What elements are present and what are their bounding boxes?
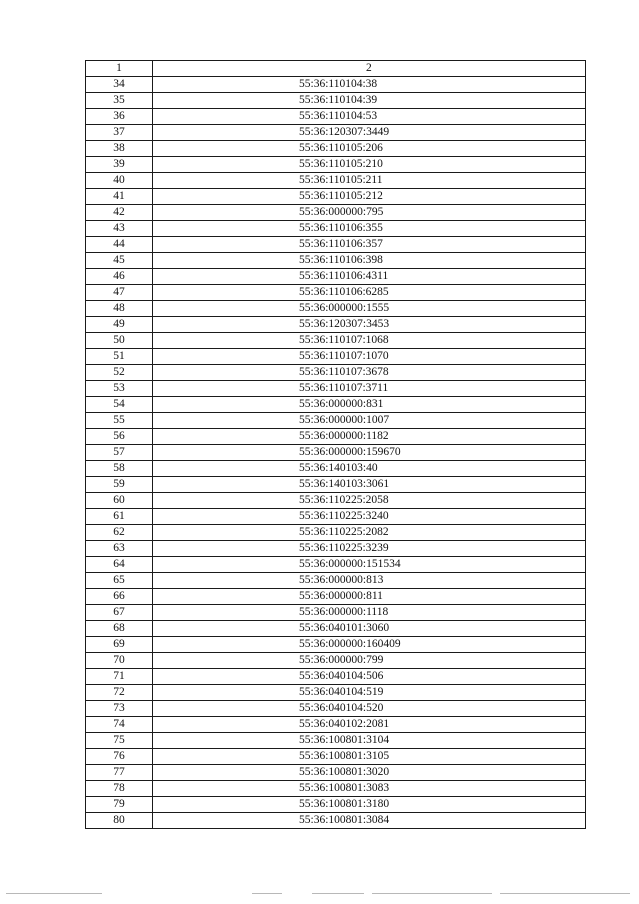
table-row bbox=[86, 541, 586, 557]
row-number-cell: 45 bbox=[86, 253, 153, 269]
table-row bbox=[86, 781, 586, 797]
cadastral-number-cell: 55:36:110106:4311 bbox=[153, 269, 586, 285]
row-number-cell: 42 bbox=[86, 205, 153, 221]
row-number-cell: 79 bbox=[86, 797, 153, 813]
cadastral-number-cell: 55:36:110107:1070 bbox=[153, 349, 586, 365]
row-number-cell: 39 bbox=[86, 157, 153, 173]
row-number-cell: 64 bbox=[86, 557, 153, 573]
row-number-cell: 52 bbox=[86, 365, 153, 381]
row-number-cell: 70 bbox=[86, 653, 153, 669]
cadastral-number-cell: 55:36:110106:398 bbox=[153, 253, 586, 269]
row-number-cell: 47 bbox=[86, 285, 153, 301]
table-row bbox=[86, 653, 586, 669]
cadastral-number-cell: 55:36:000000:1182 bbox=[153, 429, 586, 445]
row-number-cell: 37 bbox=[86, 125, 153, 141]
row-number-cell: 41 bbox=[86, 189, 153, 205]
table-row bbox=[86, 77, 586, 93]
row-number-cell: 76 bbox=[86, 749, 153, 765]
cadastral-number-cell: 55:36:000000:1007 bbox=[153, 413, 586, 429]
cadastral-number-cell: 55:36:110104:39 bbox=[153, 93, 586, 109]
table-body bbox=[86, 77, 586, 829]
cadastral-number-cell: 55:36:110107:1068 bbox=[153, 333, 586, 349]
cadastral-number-cell: 55:36:110225:3239 bbox=[153, 541, 586, 557]
table-row bbox=[86, 173, 586, 189]
row-number-cell: 73 bbox=[86, 701, 153, 717]
cadastral-number-cell: 55:36:000000:160409 bbox=[153, 637, 586, 653]
cadastral-number-cell: 55:36:110105:210 bbox=[153, 157, 586, 173]
row-number-cell: 46 bbox=[86, 269, 153, 285]
table-row bbox=[86, 813, 586, 829]
cadastral-number-cell: 55:36:100801:3180 bbox=[153, 797, 586, 813]
cadastral-number-cell: 55:36:110107:3711 bbox=[153, 381, 586, 397]
row-number-cell: 71 bbox=[86, 669, 153, 685]
cadastral-number-cell: 55:36:000000:151534 bbox=[153, 557, 586, 573]
row-number-cell: 40 bbox=[86, 173, 153, 189]
cadastral-number-cell: 55:36:000000:811 bbox=[153, 589, 586, 605]
cadastral-number-cell: 55:36:140103:3061 bbox=[153, 477, 586, 493]
table-row bbox=[86, 333, 586, 349]
row-number-cell: 53 bbox=[86, 381, 153, 397]
row-number-cell: 58 bbox=[86, 461, 153, 477]
table-row bbox=[86, 685, 586, 701]
table-row bbox=[86, 797, 586, 813]
row-number-cell: 75 bbox=[86, 733, 153, 749]
table-row bbox=[86, 749, 586, 765]
cadastral-number-cell: 55:36:110105:211 bbox=[153, 173, 586, 189]
cadastral-number-cell: 55:36:110104:38 bbox=[153, 77, 586, 93]
table-row bbox=[86, 605, 586, 621]
cadastral-number-cell: 55:36:000000:159670 bbox=[153, 445, 586, 461]
row-number-cell: 38 bbox=[86, 141, 153, 157]
cadastral-number-cell: 55:36:110107:3678 bbox=[153, 365, 586, 381]
cadastral-number-cell: 55:36:110106:357 bbox=[153, 237, 586, 253]
cadastral-number-cell: 55:36:120307:3449 bbox=[153, 125, 586, 141]
table-row bbox=[86, 493, 586, 509]
table-row bbox=[86, 445, 586, 461]
row-number-cell: 78 bbox=[86, 781, 153, 797]
table-row bbox=[86, 765, 586, 781]
row-number-cell: 67 bbox=[86, 605, 153, 621]
table-row bbox=[86, 733, 586, 749]
row-number-cell: 68 bbox=[86, 621, 153, 637]
footer-scan-line bbox=[372, 893, 492, 894]
row-number-cell: 51 bbox=[86, 349, 153, 365]
row-number-cell: 55 bbox=[86, 413, 153, 429]
row-number-cell: 54 bbox=[86, 397, 153, 413]
table-row bbox=[86, 269, 586, 285]
table-row bbox=[86, 157, 586, 173]
table-row bbox=[86, 509, 586, 525]
table-row bbox=[86, 349, 586, 365]
cadastral-number-cell: 55:36:040101:3060 bbox=[153, 621, 586, 637]
row-number-cell: 57 bbox=[86, 445, 153, 461]
row-number-cell: 56 bbox=[86, 429, 153, 445]
cadastral-number-cell: 55:36:140103:40 bbox=[153, 461, 586, 477]
row-number-cell: 66 bbox=[86, 589, 153, 605]
table-row bbox=[86, 93, 586, 109]
cadastral-number-cell: 55:36:000000:1118 bbox=[153, 605, 586, 621]
row-number-cell: 72 bbox=[86, 685, 153, 701]
row-number-cell: 59 bbox=[86, 477, 153, 493]
cadastral-number-cell: 55:36:110225:3240 bbox=[153, 509, 586, 525]
table-row bbox=[86, 301, 586, 317]
cadastral-number-cell: 55:36:120307:3453 bbox=[153, 317, 586, 333]
cadastral-number-cell: 55:36:110225:2082 bbox=[153, 525, 586, 541]
table-row bbox=[86, 477, 586, 493]
cadastral-number-cell: 55:36:110106:355 bbox=[153, 221, 586, 237]
cadastral-number-cell: 55:36:040104:506 bbox=[153, 669, 586, 685]
footer-scan-line bbox=[252, 893, 282, 894]
cadastral-number-cell: 55:36:100801:3083 bbox=[153, 781, 586, 797]
footer-scan-line bbox=[312, 893, 364, 894]
table-row bbox=[86, 125, 586, 141]
cadastral-number-cell: 55:36:000000:799 bbox=[153, 653, 586, 669]
table-row bbox=[86, 573, 586, 589]
cadastral-number-cell: 55:36:000000:1555 bbox=[153, 301, 586, 317]
row-number-cell: 35 bbox=[86, 93, 153, 109]
row-number-cell: 43 bbox=[86, 221, 153, 237]
table-row bbox=[86, 109, 586, 125]
row-number-cell: 80 bbox=[86, 813, 153, 829]
table-row bbox=[86, 413, 586, 429]
table-row bbox=[86, 669, 586, 685]
cadastral-number-cell: 55:36:040104:520 bbox=[153, 701, 586, 717]
cadastral-number-cell: 55:36:000000:795 bbox=[153, 205, 586, 221]
table-row bbox=[86, 365, 586, 381]
row-number-cell: 77 bbox=[86, 765, 153, 781]
cadastral-number-cell: 55:36:110105:212 bbox=[153, 189, 586, 205]
column-header-cadastral-number: 2 bbox=[153, 61, 586, 77]
row-number-cell: 50 bbox=[86, 333, 153, 349]
table-row bbox=[86, 557, 586, 573]
row-number-cell: 44 bbox=[86, 237, 153, 253]
table-row bbox=[86, 429, 586, 445]
row-number-cell: 34 bbox=[86, 77, 153, 93]
row-number-cell: 65 bbox=[86, 573, 153, 589]
cadastral-number-table bbox=[85, 60, 586, 829]
row-number-cell: 63 bbox=[86, 541, 153, 557]
row-number-cell: 61 bbox=[86, 509, 153, 525]
row-number-cell: 69 bbox=[86, 637, 153, 653]
table-row bbox=[86, 397, 586, 413]
table-row bbox=[86, 717, 586, 733]
table-row bbox=[86, 589, 586, 605]
table-row bbox=[86, 637, 586, 653]
table-row bbox=[86, 461, 586, 477]
table-row bbox=[86, 525, 586, 541]
table-header-row bbox=[86, 61, 586, 77]
table-row bbox=[86, 221, 586, 237]
table-row bbox=[86, 189, 586, 205]
footer-scan-line bbox=[6, 893, 102, 894]
row-number-cell: 36 bbox=[86, 109, 153, 125]
table-row bbox=[86, 701, 586, 717]
cadastral-number-cell: 55:36:100801:3020 bbox=[153, 765, 586, 781]
cadastral-number-cell: 55:36:100801:3105 bbox=[153, 749, 586, 765]
table-row bbox=[86, 317, 586, 333]
cadastral-number-cell: 55:36:040104:519 bbox=[153, 685, 586, 701]
cadastral-number-cell: 55:36:000000:831 bbox=[153, 397, 586, 413]
column-header-number: 1 bbox=[86, 61, 153, 77]
table-row bbox=[86, 253, 586, 269]
row-number-cell: 62 bbox=[86, 525, 153, 541]
table-row bbox=[86, 205, 586, 221]
cadastral-number-cell: 55:36:110104:53 bbox=[153, 109, 586, 125]
table-row bbox=[86, 141, 586, 157]
table-row bbox=[86, 381, 586, 397]
row-number-cell: 48 bbox=[86, 301, 153, 317]
cadastral-number-cell: 55:36:110225:2058 bbox=[153, 493, 586, 509]
cadastral-number-cell: 55:36:100801:3084 bbox=[153, 813, 586, 829]
table-row bbox=[86, 621, 586, 637]
cadastral-number-cell: 55:36:110105:206 bbox=[153, 141, 586, 157]
cadastral-number-cell: 55:36:040102:2081 bbox=[153, 717, 586, 733]
table-row bbox=[86, 237, 586, 253]
cadastral-number-cell: 55:36:110106:6285 bbox=[153, 285, 586, 301]
footer-scan-line bbox=[500, 893, 630, 894]
row-number-cell: 60 bbox=[86, 493, 153, 509]
cadastral-number-cell: 55:36:100801:3104 bbox=[153, 733, 586, 749]
cadastral-number-cell: 55:36:000000:813 bbox=[153, 573, 586, 589]
table-row bbox=[86, 285, 586, 301]
row-number-cell: 49 bbox=[86, 317, 153, 333]
row-number-cell: 74 bbox=[86, 717, 153, 733]
